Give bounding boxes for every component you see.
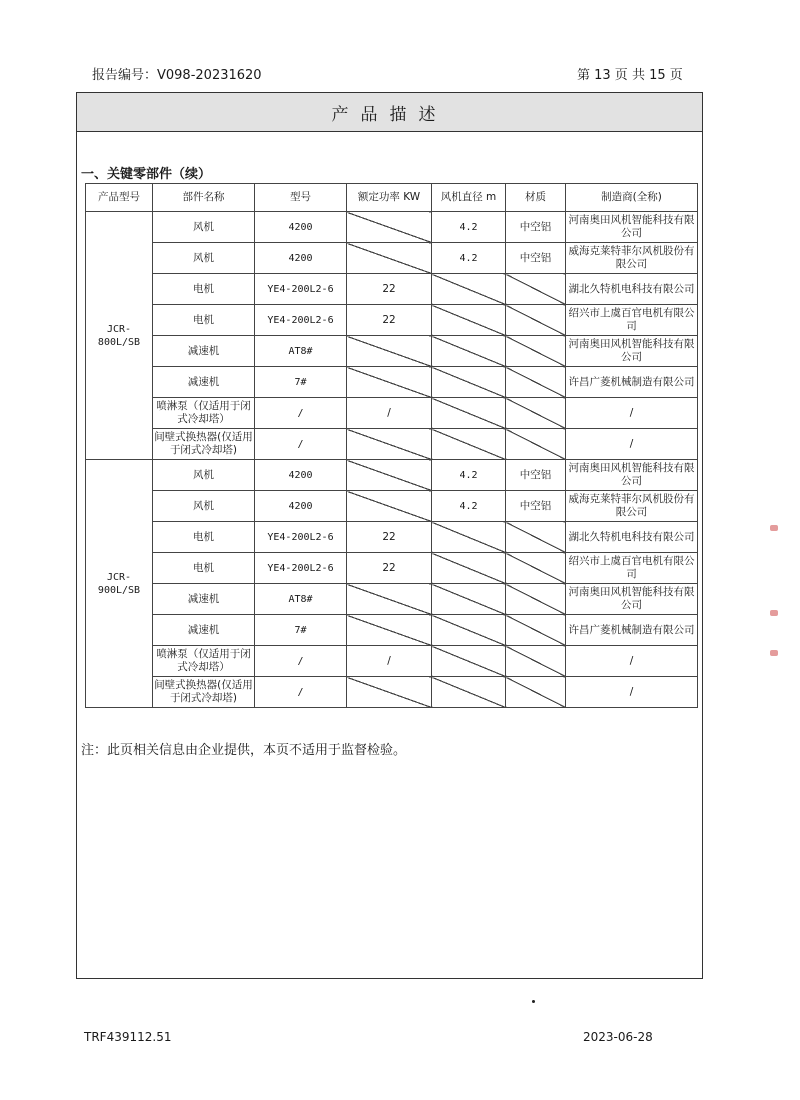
material-cell [506, 274, 566, 305]
page-title: 产品描述 [77, 93, 702, 132]
diameter-cell [432, 584, 506, 615]
mfr-cell: 河南奥田风机智能科技有限公司 [566, 460, 698, 491]
diameter-cell [432, 677, 506, 708]
material-cell [506, 615, 566, 646]
diameter-cell: 4.2 [432, 460, 506, 491]
part-cell: 风机 [153, 243, 255, 274]
material-cell [506, 584, 566, 615]
table-row [86, 212, 698, 243]
mfr-cell: 绍兴市上虞百官电机有限公司 [566, 553, 698, 584]
mfr-cell: 河南奥田风机智能科技有限公司 [566, 584, 698, 615]
part-cell: 间壁式换热器(仅适用于闭式冷却塔) [153, 677, 255, 708]
table-row [86, 429, 698, 460]
col-header: 制造商(全称) [566, 184, 698, 212]
material-cell: 中空铝 [506, 460, 566, 491]
material-cell: 中空铝 [506, 243, 566, 274]
diameter-cell: 4.2 [432, 243, 506, 274]
type-cell: / [255, 646, 347, 677]
type-cell: YE4-200L2-6 [255, 553, 347, 584]
col-header: 产品型号 [86, 184, 153, 212]
power-cell: / [347, 398, 432, 429]
mfr-cell: / [566, 646, 698, 677]
mfr-cell: 河南奥田风机智能科技有限公司 [566, 212, 698, 243]
mfr-cell: 威海克莱特菲尔风机股份有限公司 [566, 243, 698, 274]
mfr-cell: 河南奥田风机智能科技有限公司 [566, 336, 698, 367]
material-cell [506, 429, 566, 460]
col-header: 额定功率 KW [347, 184, 432, 212]
power-cell [347, 212, 432, 243]
mfr-cell: / [566, 429, 698, 460]
type-cell: YE4-200L2-6 [255, 305, 347, 336]
mfr-cell: 许昌广菱机械制造有限公司 [566, 367, 698, 398]
seal-fragment [770, 610, 778, 616]
diameter-cell: 4.2 [432, 491, 506, 522]
diameter-cell [432, 553, 506, 584]
type-cell: / [255, 398, 347, 429]
part-cell: 电机 [153, 305, 255, 336]
table-row [86, 305, 698, 336]
type-cell: 4200 [255, 212, 347, 243]
part-cell: 风机 [153, 460, 255, 491]
material-cell [506, 677, 566, 708]
type-cell: / [255, 429, 347, 460]
part-cell: 减速机 [153, 336, 255, 367]
mfr-cell: 湖北久特机电科技有限公司 [566, 274, 698, 305]
power-cell [347, 336, 432, 367]
table-row [86, 646, 698, 677]
diameter-cell [432, 615, 506, 646]
material-cell [506, 522, 566, 553]
power-cell [347, 429, 432, 460]
part-cell: 电机 [153, 553, 255, 584]
section-title: 一、关键零部件（续） [81, 167, 212, 182]
part-cell: 喷淋泵（仅适用于闭式冷却塔） [153, 398, 255, 429]
report-frame [76, 92, 703, 979]
product-model-cell: JCR-900L/SB [86, 460, 153, 708]
part-cell: 间壁式换热器(仅适用于闭式冷却塔) [153, 429, 255, 460]
material-cell: 中空铝 [506, 491, 566, 522]
mfr-cell: 许昌广菱机械制造有限公司 [566, 615, 698, 646]
power-cell: 22 [347, 274, 432, 305]
report-date: 2023-06-28 [583, 1030, 653, 1044]
col-header: 部件名称 [153, 184, 255, 212]
power-cell: / [347, 646, 432, 677]
type-cell: 7# [255, 615, 347, 646]
power-cell [347, 584, 432, 615]
col-header: 材质 [506, 184, 566, 212]
diameter-cell [432, 336, 506, 367]
material-cell [506, 367, 566, 398]
stray-dot [532, 1000, 535, 1003]
table-row [86, 243, 698, 274]
material-cell [506, 646, 566, 677]
material-cell [506, 553, 566, 584]
type-cell: AT8# [255, 584, 347, 615]
type-cell: AT8# [255, 336, 347, 367]
diameter-cell [432, 522, 506, 553]
type-cell: 7# [255, 367, 347, 398]
type-cell: 4200 [255, 491, 347, 522]
part-cell: 风机 [153, 491, 255, 522]
table-row [86, 460, 698, 491]
table-body [86, 212, 698, 708]
table-row [86, 491, 698, 522]
seal-fragment [770, 650, 778, 656]
power-cell [347, 243, 432, 274]
power-cell: 22 [347, 522, 432, 553]
part-cell: 风机 [153, 212, 255, 243]
table-row [86, 274, 698, 305]
material-cell [506, 398, 566, 429]
type-cell: / [255, 677, 347, 708]
material-cell: 中空铝 [506, 212, 566, 243]
diameter-cell [432, 646, 506, 677]
power-cell [347, 491, 432, 522]
power-cell: 22 [347, 553, 432, 584]
power-cell [347, 367, 432, 398]
table-row [86, 336, 698, 367]
mfr-cell: 绍兴市上虞百官电机有限公司 [566, 305, 698, 336]
form-number: TRF439112.51 [84, 1030, 172, 1044]
seal-fragment [770, 525, 778, 531]
diameter-cell [432, 305, 506, 336]
mfr-cell: / [566, 398, 698, 429]
power-cell [347, 460, 432, 491]
diameter-cell [432, 429, 506, 460]
diameter-cell [432, 274, 506, 305]
material-cell [506, 305, 566, 336]
part-cell: 喷淋泵（仅适用于闭式冷却塔） [153, 646, 255, 677]
type-cell: YE4-200L2-6 [255, 274, 347, 305]
table-row [86, 584, 698, 615]
diameter-cell: 4.2 [432, 212, 506, 243]
col-header: 风机直径 m [432, 184, 506, 212]
table-row [86, 367, 698, 398]
table-row [86, 677, 698, 708]
diameter-cell [432, 367, 506, 398]
type-cell: 4200 [255, 460, 347, 491]
power-cell [347, 615, 432, 646]
part-cell: 电机 [153, 274, 255, 305]
power-cell [347, 677, 432, 708]
diameter-cell [432, 398, 506, 429]
power-cell: 22 [347, 305, 432, 336]
part-cell: 电机 [153, 522, 255, 553]
type-cell: 4200 [255, 243, 347, 274]
part-cell: 减速机 [153, 615, 255, 646]
mfr-cell: / [566, 677, 698, 708]
table-row [86, 553, 698, 584]
col-header: 型号 [255, 184, 347, 212]
part-cell: 减速机 [153, 584, 255, 615]
type-cell: YE4-200L2-6 [255, 522, 347, 553]
part-cell: 减速机 [153, 367, 255, 398]
key-parts-table [85, 183, 698, 708]
mfr-cell: 湖北久特机电科技有限公司 [566, 522, 698, 553]
page-indicator: 第 13 页 共 15 页 [577, 68, 683, 83]
mfr-cell: 威海克莱特菲尔风机股份有限公司 [566, 491, 698, 522]
table-row [86, 522, 698, 553]
table-header-row [86, 184, 698, 212]
report-number: 报告编号：V098-20231620 [92, 68, 262, 83]
product-model-cell: JCR-800L/SB [86, 212, 153, 460]
footnote: 注：此页相关信息由企业提供，本页不适用于监督检验。 [81, 743, 407, 758]
table-row [86, 398, 698, 429]
material-cell [506, 336, 566, 367]
table-row [86, 615, 698, 646]
